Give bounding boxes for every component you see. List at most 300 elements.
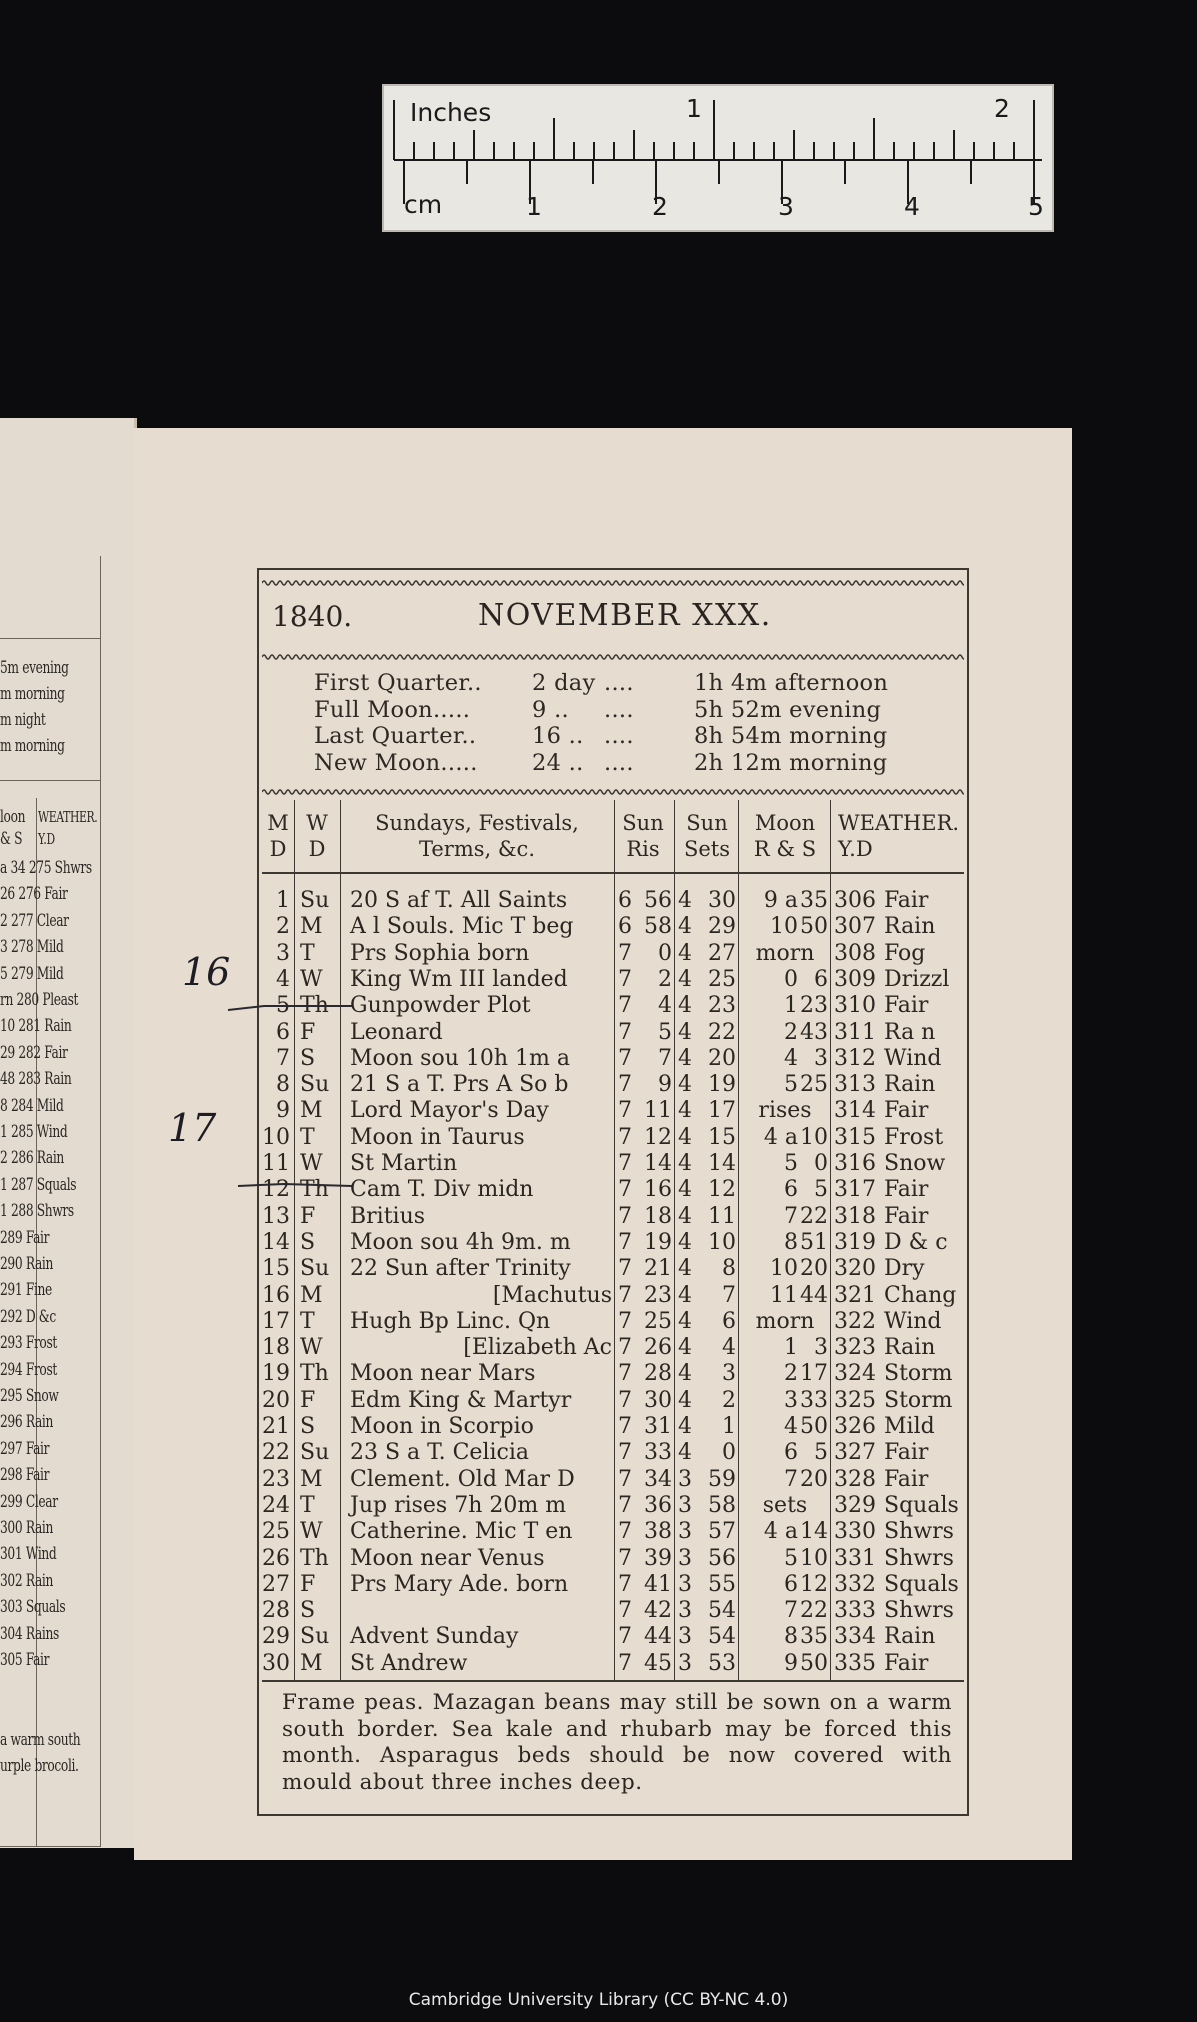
- page-title: NOVEMBER XXX.: [478, 598, 772, 633]
- row-md: 14: [262, 1229, 290, 1255]
- row-wx: Fair: [884, 1440, 929, 1466]
- row-sm: 23: [708, 993, 736, 1019]
- row-wx: Rain: [884, 1624, 936, 1650]
- row-rh: 7: [618, 1492, 632, 1518]
- row-mh: 2: [784, 1361, 798, 1387]
- moon-phase-day: 16 ..: [532, 723, 584, 749]
- row-mh: 6: [784, 1571, 798, 1597]
- row-md: 7: [276, 1045, 290, 1071]
- row-mh: sets: [762, 1492, 808, 1518]
- row-mm: 50: [800, 1414, 828, 1439]
- prev-table-row: 48 283 Rain: [0, 1069, 72, 1090]
- row-md: 24: [262, 1492, 290, 1518]
- row-ev: Moon near Mars: [350, 1361, 536, 1387]
- row-ev: Prs Mary Ade. born: [350, 1571, 569, 1597]
- row-sh: 4: [678, 1387, 692, 1413]
- row-md: 22: [262, 1440, 290, 1466]
- row-mh: 9 a: [763, 888, 798, 913]
- row-md: 23: [262, 1466, 290, 1492]
- row-rh: 7: [618, 1177, 632, 1203]
- row-wx: Frost: [884, 1124, 944, 1150]
- row-wx: Squals: [884, 1571, 959, 1597]
- row-wx: Storm: [884, 1361, 953, 1387]
- row-ev: Moon near Venus: [350, 1545, 545, 1571]
- row-yd: 318: [834, 1203, 876, 1229]
- row-mh: 8: [784, 1229, 798, 1255]
- prev-col-moon: loon & S: [0, 807, 26, 849]
- row-rm: 25: [644, 1308, 672, 1334]
- inches-label: Inches: [410, 98, 492, 127]
- cm-2-label: 2: [652, 192, 668, 221]
- row-ev: [Machutus: [492, 1282, 612, 1308]
- row-rh: 7: [618, 1440, 632, 1466]
- row-wx: Fog: [884, 940, 926, 966]
- col-divider-4: [674, 800, 675, 1680]
- row-ev: Advent Sunday: [350, 1624, 519, 1650]
- row-sm: 6: [722, 1308, 736, 1334]
- row-yd: 327: [834, 1440, 876, 1466]
- moon-phase-time: 5h 52m evening: [694, 696, 882, 723]
- prev-note-1: 5m evening: [0, 658, 69, 678]
- row-sm: 12: [708, 1177, 736, 1203]
- row-sh: 4: [678, 1203, 692, 1229]
- row-sm: 56: [708, 1545, 736, 1571]
- moon-phase-name: First Quarter..: [314, 670, 482, 696]
- prev-table-row: 301 Wind: [0, 1544, 57, 1565]
- row-sh: 4: [678, 1256, 692, 1282]
- prev-table-row: 289 Fair: [0, 1227, 50, 1248]
- row-rh: 7: [618, 1387, 632, 1413]
- row-sm: 10: [708, 1229, 736, 1255]
- cm-label: cm: [404, 190, 443, 219]
- row-mh: 4 a: [763, 1124, 798, 1150]
- row-rh: 7: [618, 1361, 632, 1387]
- row-rh: 7: [618, 1256, 632, 1282]
- prev-table-row: 298 Fair: [0, 1465, 50, 1486]
- header-bottom-rule: [262, 872, 964, 874]
- row-yd: 316: [834, 1151, 876, 1176]
- prev-table-row: 3 278 Mild: [0, 937, 64, 958]
- row-yd: 328: [834, 1466, 876, 1492]
- row-rh: 7: [618, 1151, 632, 1176]
- prev-table-row: 295 Snow: [0, 1386, 59, 1406]
- row-wx: Fair: [884, 1098, 929, 1124]
- prev-table-row: 10 281 Rain: [0, 1016, 72, 1037]
- row-wd: W: [300, 1519, 323, 1545]
- row-ev: Jup rises 7h 20m m: [350, 1492, 567, 1518]
- row-wd: T: [300, 1492, 315, 1518]
- row-mm: 0: [814, 1151, 828, 1176]
- row-ev: A l Souls. Mic T beg: [350, 914, 574, 940]
- row-wd: T: [300, 1124, 315, 1150]
- prev-table-row: 305 Fair: [0, 1650, 50, 1670]
- row-yd: 320: [834, 1256, 876, 1282]
- row-rh: 7: [618, 966, 632, 992]
- row-mm: 22: [800, 1203, 828, 1229]
- row-wx: Shwrs: [884, 1519, 954, 1545]
- row-yd: 314: [834, 1098, 876, 1124]
- cm-3-label: 3: [778, 192, 794, 221]
- row-wx: Shwrs: [884, 1545, 954, 1571]
- row-mh: 4 a: [763, 1519, 798, 1545]
- row-rm: 44: [644, 1624, 672, 1650]
- row-rh: 7: [618, 1624, 632, 1650]
- row-sh: 3: [678, 1519, 692, 1545]
- row-yd: 332: [834, 1571, 876, 1597]
- row-mm: 17: [800, 1361, 828, 1387]
- row-rm: 28: [644, 1361, 672, 1387]
- row-rh: 7: [618, 1650, 632, 1676]
- row-rm: 30: [644, 1387, 672, 1413]
- row-rm: 11: [644, 1098, 672, 1124]
- row-mh: 3: [784, 1387, 798, 1413]
- row-mh: 5: [784, 1151, 798, 1176]
- row-rm: 7: [658, 1045, 672, 1071]
- row-rm: 26: [644, 1335, 672, 1361]
- row-rm: 16: [644, 1177, 672, 1203]
- row-ev: Moon in Scorpio: [350, 1414, 534, 1439]
- prev-note-3: m night: [0, 710, 46, 730]
- row-md: 12: [262, 1177, 290, 1203]
- row-sm: 25: [708, 966, 736, 992]
- prev-col-weather: WEATHER. Y.D: [38, 808, 98, 848]
- row-rh: 7: [618, 1598, 632, 1624]
- previous-page-fragment: [0, 418, 137, 1848]
- row-sm: 3: [722, 1361, 736, 1387]
- row-wd: S: [300, 1045, 316, 1071]
- row-mm: 10: [800, 1124, 828, 1150]
- row-rm: 41: [644, 1571, 672, 1597]
- row-wx: Storm: [884, 1387, 953, 1413]
- moon-phase-day: 24 ..: [532, 749, 584, 776]
- moon-phase-dots: ....: [604, 749, 634, 776]
- row-mm: 50: [800, 914, 828, 940]
- row-md: 11: [262, 1151, 290, 1176]
- phases-wavy-rule: [262, 787, 964, 797]
- row-wx: Fair: [884, 1650, 929, 1676]
- row-wx: Dry: [884, 1256, 925, 1282]
- moon-phase-time: 1h 4m afternoon: [694, 670, 889, 696]
- prev-table-row: rn 280 Pleast: [0, 990, 79, 1010]
- row-wd: M: [300, 1098, 323, 1124]
- row-sh: 3: [678, 1492, 692, 1518]
- top-wavy-rule: [262, 578, 964, 588]
- row-wd: Su: [300, 888, 330, 913]
- row-md: 15: [262, 1256, 290, 1282]
- prev-table-row: 297 Fair: [0, 1438, 50, 1459]
- row-ev: Moon sou 4h 9m. m: [350, 1229, 571, 1255]
- row-rm: 42: [644, 1598, 672, 1624]
- row-ev: Prs Sophia born: [350, 940, 530, 966]
- row-sh: 3: [678, 1571, 692, 1597]
- moon-phase-name: New Moon.....: [314, 749, 478, 776]
- row-rm: 12: [644, 1124, 672, 1150]
- cm-1-label: 1: [526, 192, 542, 221]
- row-sh: 4: [678, 1177, 692, 1203]
- row-wx: Mild: [884, 1414, 935, 1439]
- row-wd: M: [300, 1282, 323, 1308]
- row-sh: 4: [678, 1308, 692, 1334]
- row-mh: 11: [770, 1282, 798, 1308]
- row-rh: 6: [618, 888, 632, 913]
- row-mm: 22: [800, 1598, 828, 1624]
- title-wavy-rule: [262, 652, 964, 662]
- row-wd: M: [300, 1466, 323, 1492]
- row-sh: 3: [678, 1650, 692, 1676]
- row-mm: 12: [800, 1571, 828, 1597]
- row-sh: 4: [678, 1072, 692, 1098]
- row-rm: 58: [644, 914, 672, 940]
- col-header-sunset: Sun Sets: [683, 811, 731, 861]
- row-rh: 7: [618, 1019, 632, 1045]
- prev-table-row: 291 Fine: [0, 1280, 52, 1301]
- col-header-events: Sundays, Festivals, Terms, &c.: [375, 811, 579, 861]
- row-mh: 6: [784, 1177, 798, 1203]
- row-mh: 4: [784, 1045, 798, 1071]
- row-sm: 54: [708, 1624, 736, 1650]
- prev-table-row: 1 288 Shwrs: [0, 1201, 74, 1222]
- row-md: 28: [262, 1598, 290, 1624]
- row-sm: 0: [722, 1440, 736, 1466]
- row-ev: Catherine. Mic T en: [350, 1519, 573, 1545]
- col-divider-2: [340, 800, 341, 1680]
- row-ev: Cam T. Div midn: [350, 1177, 534, 1203]
- row-wx: Fair: [884, 1203, 929, 1229]
- row-mm: 5: [814, 1177, 828, 1203]
- row-yd: 321: [834, 1282, 876, 1308]
- row-mh: 0: [784, 966, 798, 992]
- row-md: 3: [276, 940, 290, 966]
- row-yd: 315: [834, 1124, 876, 1150]
- row-md: 17: [262, 1308, 290, 1334]
- row-sm: 22: [708, 1019, 736, 1045]
- image-credit: Cambridge University Library (CC BY-NC 4.0): [408, 1990, 789, 2010]
- row-wd: W: [300, 1151, 323, 1176]
- row-sh: 4: [678, 966, 692, 992]
- row-yd: 319: [834, 1229, 876, 1255]
- row-wx: Fair: [884, 1177, 929, 1203]
- row-mm: 6: [814, 966, 828, 992]
- row-wx: Shwrs: [884, 1598, 954, 1624]
- row-yd: 306: [834, 888, 876, 913]
- row-wd: S: [300, 1598, 316, 1624]
- row-ev: 23 S a T. Celicia: [350, 1440, 529, 1466]
- row-rh: 7: [618, 1229, 632, 1255]
- row-rm: 36: [644, 1492, 672, 1518]
- row-ev: [Elizabeth Ac: [463, 1335, 612, 1361]
- row-mm: 20: [800, 1466, 828, 1492]
- row-sm: 15: [708, 1124, 736, 1150]
- row-rm: 21: [644, 1256, 672, 1282]
- row-mm: 20: [800, 1256, 828, 1282]
- row-sm: 8: [722, 1256, 736, 1282]
- row-yd: 317: [834, 1177, 876, 1203]
- row-mm: 3: [814, 1045, 828, 1071]
- row-ev: 22 Sun after Trinity: [350, 1256, 571, 1282]
- row-ev: St Martin: [350, 1151, 458, 1176]
- row-rh: 7: [618, 1571, 632, 1597]
- row-md: 16: [262, 1282, 290, 1308]
- inch-1-label: 1: [686, 94, 702, 123]
- row-rh: 7: [618, 1466, 632, 1492]
- row-sh: 4: [678, 1019, 692, 1045]
- row-rm: 4: [658, 993, 672, 1019]
- row-yd: 329: [834, 1492, 876, 1518]
- row-mh: 10: [770, 1256, 798, 1282]
- row-sm: 59: [708, 1466, 736, 1492]
- row-wx: Fair: [884, 888, 929, 913]
- moon-phase-time: 2h 12m morning: [694, 749, 888, 776]
- row-yd: 309: [834, 966, 876, 992]
- row-sh: 4: [678, 1282, 692, 1308]
- row-sh: 4: [678, 1335, 692, 1361]
- row-mh: morn: [755, 940, 815, 966]
- prev-table-row: 292 D &c: [0, 1306, 56, 1327]
- row-sm: 29: [708, 914, 736, 940]
- moon-phase-time: 8h 54m morning: [694, 723, 888, 749]
- previous-page-rule-2: [0, 780, 100, 781]
- row-ev: Edm King & Martyr: [350, 1387, 572, 1413]
- row-ev: Hugh Bp Linc. Qn: [350, 1308, 551, 1334]
- row-mh: 5: [784, 1072, 798, 1098]
- row-rh: 7: [618, 940, 632, 966]
- row-wd: S: [300, 1229, 316, 1255]
- row-wx: Squals: [884, 1492, 959, 1518]
- row-mh: 8: [784, 1624, 798, 1650]
- row-sh: 4: [678, 940, 692, 966]
- gardening-note: Frame peas. Mazagan beans may still be sown on a warm south border. Sea kale and rhubarb may be forced this month. Asparagus beds should be now covered with mould about three inches deep.: [282, 1690, 952, 1795]
- row-rh: 7: [618, 1414, 632, 1439]
- moon-phase-dots: ....: [604, 723, 634, 749]
- row-rm: 34: [644, 1466, 672, 1492]
- row-md: 5: [276, 993, 290, 1019]
- row-rm: 39: [644, 1545, 672, 1571]
- row-mh: 1: [784, 1335, 798, 1361]
- row-mh: 7: [784, 1466, 798, 1492]
- row-mh: 10: [770, 914, 798, 940]
- row-rh: 7: [618, 1072, 632, 1098]
- handwritten-16: 16: [182, 950, 231, 994]
- row-wd: Th: [300, 1545, 329, 1571]
- prev-table-row: 290 Rain: [0, 1254, 53, 1274]
- row-rm: 56: [644, 888, 672, 913]
- handwritten-strikes: [224, 996, 354, 1196]
- row-wx: Snow: [884, 1151, 946, 1176]
- row-mh: 6: [784, 1440, 798, 1466]
- col-header-moon: Moon R & S: [753, 811, 817, 861]
- row-rh: 6: [618, 914, 632, 940]
- row-mm: 35: [800, 888, 828, 913]
- row-sh: 4: [678, 1098, 692, 1124]
- moon-phase-name: Last Quarter..: [314, 723, 477, 749]
- row-wx: Drizzl: [884, 966, 950, 992]
- row-wd: Th: [300, 1361, 329, 1387]
- row-sh: 4: [678, 1414, 692, 1439]
- row-sm: 57: [708, 1519, 736, 1545]
- row-sm: 14: [708, 1151, 736, 1176]
- row-wd: S: [300, 1414, 316, 1439]
- col-header-weather: WEATHER. Y.D: [838, 811, 960, 861]
- row-md: 29: [262, 1624, 290, 1650]
- row-mh: rises: [758, 1098, 812, 1124]
- prev-table-row: 2 286 Rain: [0, 1148, 64, 1169]
- prev-foot-2: urple brocoli.: [0, 1756, 79, 1776]
- row-sm: 20: [708, 1045, 736, 1071]
- col-header-md: M D: [267, 811, 289, 861]
- row-wx: Wind: [884, 1045, 942, 1071]
- row-sm: 55: [708, 1571, 736, 1597]
- row-yd: 334: [834, 1624, 876, 1650]
- moon-phase-day: 2 day: [532, 670, 596, 696]
- table-bottom-rule: [262, 1680, 964, 1682]
- row-rm: 18: [644, 1203, 672, 1229]
- row-ev: Leonard: [350, 1019, 443, 1045]
- row-sm: 53: [708, 1650, 736, 1676]
- row-rh: 7: [618, 1045, 632, 1071]
- row-mm: 5: [814, 1440, 828, 1466]
- row-ev: Moon in Taurus: [350, 1124, 525, 1150]
- row-rh: 7: [618, 1545, 632, 1571]
- cm-5-label: 5: [1028, 192, 1044, 221]
- row-mm: 14: [800, 1519, 828, 1545]
- row-wd: F: [300, 1571, 316, 1597]
- row-sh: 3: [678, 1545, 692, 1571]
- row-mm: 35: [800, 1624, 828, 1650]
- row-rm: 5: [658, 1019, 672, 1045]
- row-rm: 33: [644, 1440, 672, 1466]
- row-md: 19: [262, 1361, 290, 1387]
- row-wx: Wind: [884, 1308, 942, 1334]
- row-sm: 27: [708, 940, 736, 966]
- row-wd: T: [300, 1308, 315, 1334]
- row-rh: 7: [618, 1124, 632, 1150]
- prev-table-row: 304 Rains: [0, 1623, 59, 1644]
- col-divider-6: [830, 800, 831, 1680]
- row-mm: 44: [800, 1282, 828, 1308]
- row-wd: Su: [300, 1072, 330, 1098]
- prev-table-row: 300 Rain: [0, 1518, 53, 1538]
- row-mm: 43: [800, 1019, 828, 1045]
- row-yd: 330: [834, 1519, 876, 1545]
- row-yd: 310: [834, 993, 876, 1019]
- prev-table-row: 294 Frost: [0, 1359, 57, 1380]
- row-yd: 313: [834, 1072, 876, 1098]
- prev-table-row: 8 284 Mild: [0, 1095, 64, 1116]
- row-yd: 311: [834, 1019, 876, 1045]
- row-sm: 11: [708, 1203, 736, 1229]
- row-ev: King Wm III landed: [350, 966, 568, 992]
- row-ev: Moon sou 10h 1m a: [350, 1045, 570, 1071]
- row-wd: Su: [300, 1256, 330, 1282]
- row-md: 13: [262, 1203, 290, 1229]
- row-wx: Rain: [884, 1335, 936, 1361]
- row-yd: 333: [834, 1598, 876, 1624]
- row-wx: Fair: [884, 1466, 929, 1492]
- row-wd: Su: [300, 1440, 330, 1466]
- prev-note-2: m morning: [0, 684, 65, 704]
- row-yd: 335: [834, 1650, 876, 1676]
- col-header-wd: W D: [306, 811, 328, 861]
- row-ev: St Andrew: [350, 1650, 468, 1676]
- row-rm: 23: [644, 1282, 672, 1308]
- row-wx: Fair: [884, 993, 929, 1019]
- row-wx: D & c: [884, 1229, 948, 1255]
- row-sh: 4: [678, 1229, 692, 1255]
- row-md: 21: [262, 1414, 290, 1439]
- prev-foot-1: a warm south: [0, 1730, 81, 1750]
- row-yd: 312: [834, 1045, 876, 1071]
- row-wd: Su: [300, 1624, 330, 1650]
